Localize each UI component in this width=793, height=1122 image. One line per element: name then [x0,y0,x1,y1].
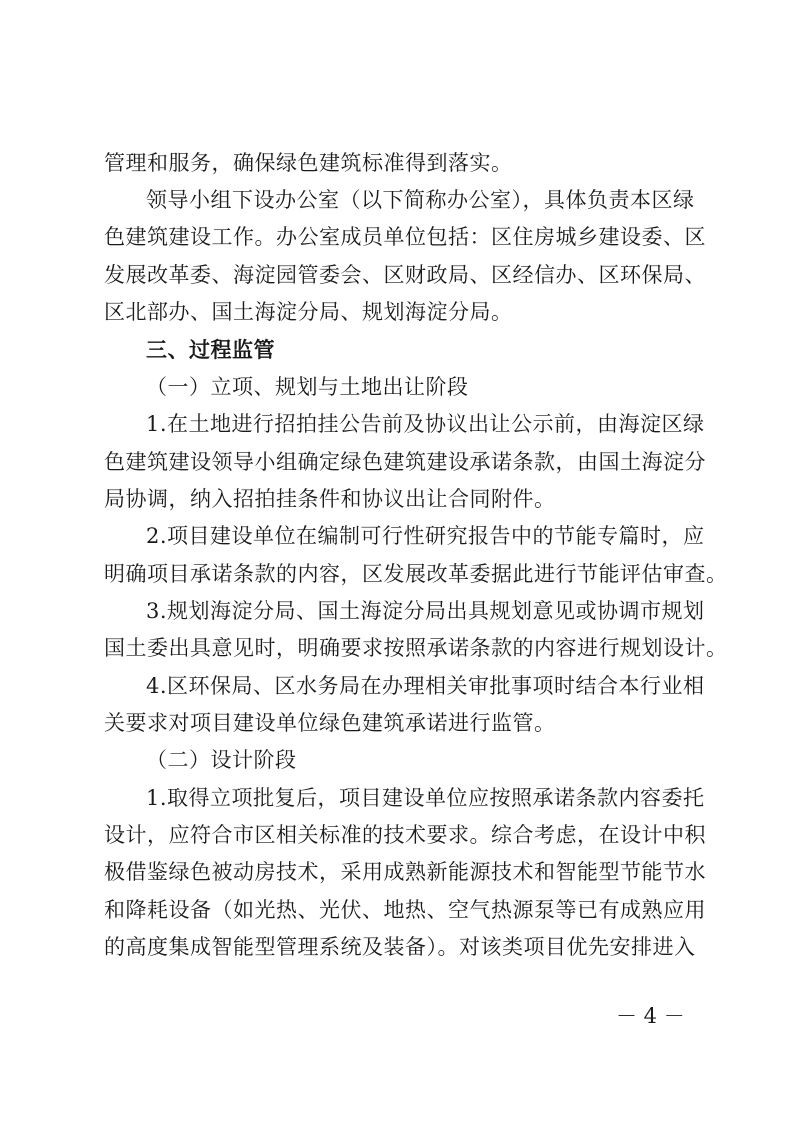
paragraph-line: 和降耗设备（如光热、光伏、地热、空气热源泵等已有成熟应用 [104,898,706,922]
paragraph-line: 国土委出具意见时，明确要求按照承诺条款的内容进行规划设计。 [104,636,728,660]
paragraph-line: 明确项目承诺条款的内容，区发展改革委据此进行节能评估审查。 [104,562,728,586]
paragraph-line: 区北部办、国土海淀分局、规划海淀分局。 [104,300,513,324]
section-heading: 三、过程监管 [146,338,275,362]
paragraph-line: 2.项目建设单位在编制可行性研究报告中的节能专篇时，应 [146,524,705,548]
paragraph-line: 局协调，纳入招拍挂条件和协议出让合同附件。 [104,487,556,511]
subsection-heading: （一）立项、规划与土地出让阶段 [146,375,469,399]
subsection-heading: （二）设计阶段 [146,748,297,772]
paragraph-line: 的高度集成智能型管理系统及装备）。对该类项目优先安排进入 [104,935,696,959]
paragraph-line: 设计，应符合市区相关标准的技术要求。综合考虑，在设计中积 [104,823,706,847]
paragraph-line: 1.取得立项批复后，项目建设单位应按照承诺条款内容委托 [146,786,705,810]
paragraph-line: 色建筑建设工作。办公室成员单位包括：区住房城乡建设委、区 [104,225,706,249]
paragraph-line: 发展改革委、海淀园管委会、区财政局、区经信办、区环保局、 [104,263,706,287]
page-number: － 4 － [616,1004,685,1028]
paragraph-line: 4.区环保局、区水务局在办理相关审批事项时结合本行业相 [146,674,705,698]
paragraph-line: 极借鉴绿色被动房技术，采用成熟新能源技术和智能型节能节水 [104,860,706,884]
paragraph-line: 1.在土地进行招拍挂公告前及协议出让公示前，由海淀区绿 [146,412,705,436]
paragraph-line: 领导小组下设办公室（以下简称办公室），具体负责本区绿 [146,188,695,212]
paragraph-line: 3.规划海淀分局、国土海淀分局出具规划意见或协调市规划 [146,599,705,623]
paragraph-line: 色建筑建设领导小组确定绿色建筑建设承诺条款，由国土海淀分 [104,450,706,474]
paragraph-line: 关要求对项目建设单位绿色建筑承诺进行监管。 [104,711,556,735]
paragraph-line: 管理和服务，确保绿色建筑标准得到落实。 [104,151,513,175]
